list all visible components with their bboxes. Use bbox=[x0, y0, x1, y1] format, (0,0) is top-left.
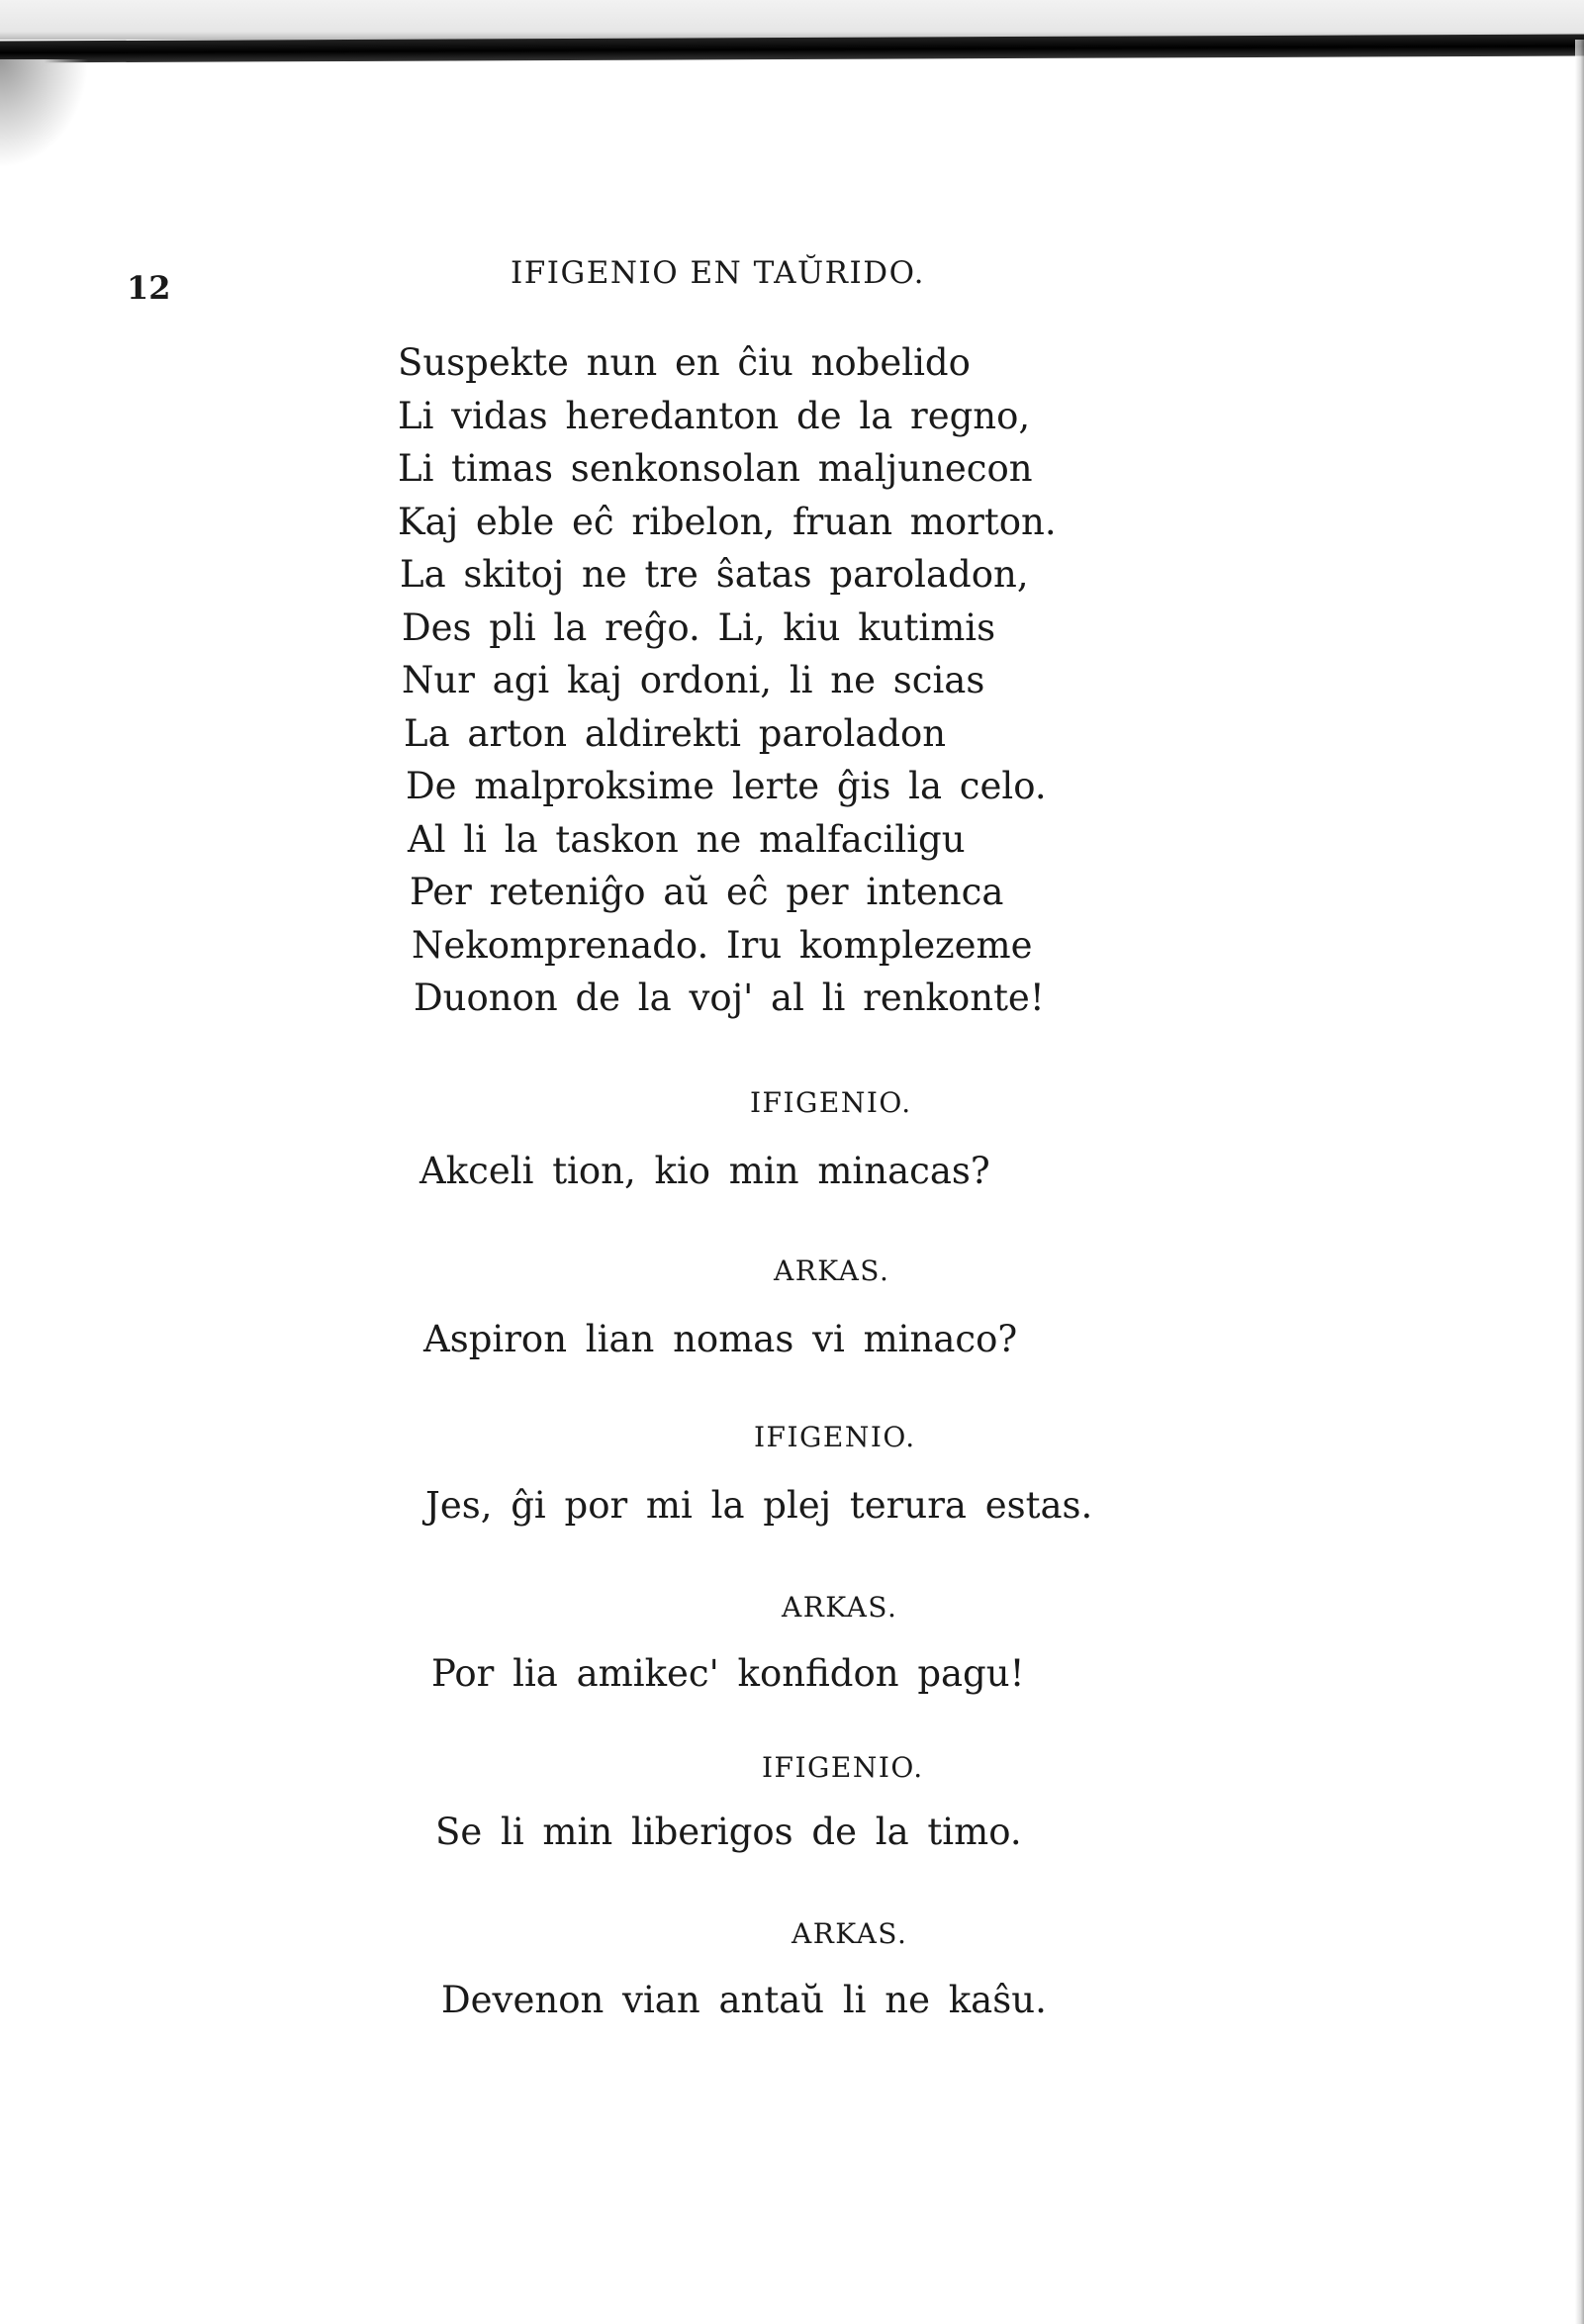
verse-line: Al li la taskon ne malfaciligu bbox=[408, 817, 966, 861]
verse-line: Duonon de la voj' al li renkonte! bbox=[414, 976, 1045, 1019]
scan-top-edge bbox=[0, 0, 1584, 40]
verse-block bbox=[398, 336, 1057, 1025]
speaker-label: ARKAS. bbox=[792, 1917, 908, 1950]
scan-corner-shadow bbox=[0, 59, 89, 168]
verse-line: Li timas senkonsolan maljunecon bbox=[398, 447, 1033, 490]
dialogue-line: Akceli tion, kio min minacas? bbox=[419, 1150, 990, 1192]
dialogue-line: Por lia amikec' konfidon pagu! bbox=[431, 1652, 1025, 1695]
dialogue-line: Aspiron lian nomas vi minaco? bbox=[423, 1318, 1018, 1360]
verse-line: Per reteniĝo aŭ eĉ per intenca bbox=[410, 871, 1004, 913]
speaker-label: IFIGENIO. bbox=[754, 1421, 916, 1453]
running-head: IFIGENIO EN TAŬRIDO. bbox=[511, 255, 926, 291]
scan-right-edge bbox=[1575, 40, 1584, 2324]
page-number: 12 bbox=[127, 269, 171, 307]
verse-line: Nekomprenado. Iru komplezeme bbox=[412, 923, 1033, 967]
speaker-label: IFIGENIO. bbox=[762, 1751, 924, 1784]
verse-line: De malproksime lerte ĝis la celo. bbox=[406, 765, 1047, 807]
verse-line: La skitoj ne tre ŝatas paroladon, bbox=[400, 553, 1029, 596]
speaker-label: ARKAS. bbox=[774, 1255, 890, 1287]
dialogue-line: Se li min liberigos de la timo. bbox=[435, 1811, 1022, 1853]
verse-line: Nur agi kaj ordoni, li ne scias bbox=[402, 659, 985, 701]
verse-line: La arton aldirekti paroladon bbox=[404, 711, 947, 755]
dialogue-line: Devenon vian antaŭ li ne kaŝu. bbox=[441, 1979, 1047, 2021]
verse-line: Des pli la reĝo. Li, kiu kutimis bbox=[402, 605, 996, 649]
speaker-label: IFIGENIO. bbox=[750, 1086, 912, 1119]
verse-line: Kaj eble eĉ ribelon, fruan morton. bbox=[398, 500, 1057, 543]
verse-line: Li vidas heredanton de la regno, bbox=[398, 394, 1031, 437]
speaker-label: ARKAS. bbox=[782, 1591, 898, 1624]
verse-line: Suspekte nun en ĉiu nobelido bbox=[398, 341, 971, 384]
dialogue-line: Jes, ĝi por mi la plej terura estas. bbox=[425, 1484, 1093, 1527]
